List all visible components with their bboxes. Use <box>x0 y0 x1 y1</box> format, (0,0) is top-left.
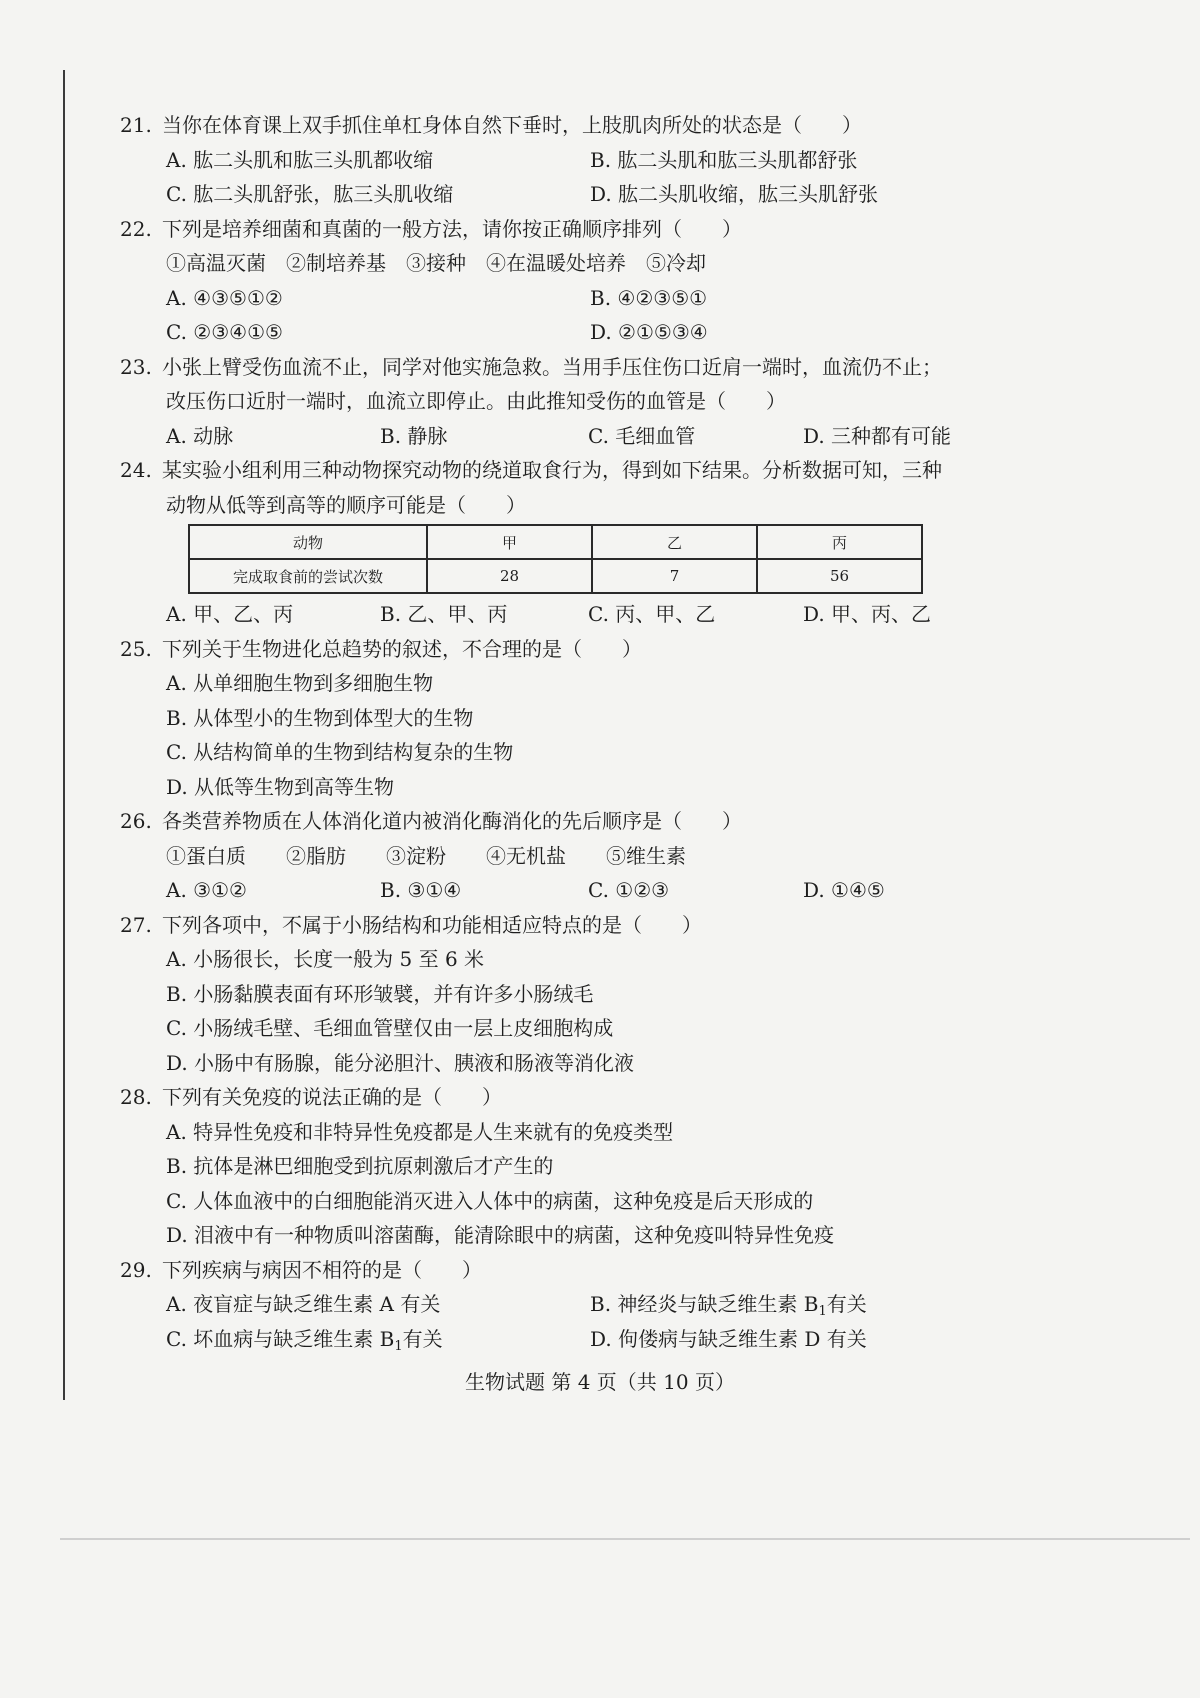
option-d: D. 甲、丙、乙 <box>803 602 932 626</box>
table-cell: 丙 <box>757 525 922 559</box>
option-b: B. 乙、甲、丙 <box>380 602 508 626</box>
option-c: C. 丙、甲、乙 <box>588 602 716 626</box>
question-22 <box>120 212 1120 247</box>
option-a: A. 夜盲症与缺乏维生素 A 有关 <box>166 1292 441 1316</box>
table-cell: 完成取食前的尝试次数 <box>189 559 427 593</box>
question-number: 22. <box>120 216 152 241</box>
options-row <box>120 143 1120 178</box>
option-a: A. 小肠很长，长度一般为 5 至 6 米 <box>166 947 485 971</box>
question-stem: 下列疾病与病因不相符的是（ ） <box>162 1257 482 1282</box>
question-28 <box>120 1080 1120 1115</box>
option-d: D. ②①⑤③④ <box>590 320 708 344</box>
options-row <box>120 873 1120 908</box>
option-d: D. 佝偻病与缺乏维生素 D 有关 <box>590 1326 867 1351</box>
option-d: D. 从低等生物到高等生物 <box>166 774 395 799</box>
table-cell: 动物 <box>189 525 427 559</box>
question-number: 28. <box>120 1085 152 1109</box>
question-27 <box>120 908 1120 943</box>
question-stem: 下列各项中，不属于小肠结构和功能相适应特点的是（ ） <box>162 912 702 937</box>
option-b: B. 从体型小的生物到体型大的生物 <box>166 705 474 730</box>
option-a: A. 特异性免疫和非特异性免疫都是人生来就有的免疫类型 <box>166 1119 674 1144</box>
options-row <box>120 1322 1120 1357</box>
option-d: D. 三种都有可能 <box>803 423 952 448</box>
question-26 <box>120 804 1120 839</box>
exam-page <box>120 108 1120 1356</box>
option-a: A. ④③⑤①② <box>166 285 283 310</box>
option-b: B. ④②③⑤① <box>590 285 708 310</box>
option-b: B. ③①④ <box>380 878 462 902</box>
question-stem: 某实验小组利用三种动物探究动物的绕道取食行为，得到如下结果。分析数据可知，三种 <box>162 458 942 482</box>
option-b: B. 小肠黏膜表面有环形皱襞，并有许多小肠绒毛 <box>166 981 594 1006</box>
question-24 <box>120 453 1120 488</box>
question-stem: 下列是培养细菌和真菌的一般方法，请你按正确顺序排列（ ） <box>162 216 742 241</box>
question-stem: 下列有关免疫的说法正确的是（ ） <box>162 1085 502 1109</box>
option-d: D. 肱二头肌收缩，肱三头肌舒张 <box>590 182 879 206</box>
question-number: 23. <box>120 354 152 379</box>
subscript: 1 <box>394 1338 403 1354</box>
step-list: ①高温灭菌 ②制培养基 ③接种 ④在温暖处培养 ⑤冷却 <box>166 251 706 275</box>
question-stem: 下列关于生物进化总趋势的叙述，不合理的是（ ） <box>162 636 642 661</box>
option-d: D. 泪液中有一种物质叫溶菌酶，能清除眼中的病菌，这种免疫叫特异性免疫 <box>166 1223 835 1247</box>
question-number: 26. <box>120 809 152 833</box>
options-row <box>120 1287 1120 1322</box>
option-c: C. ①②③ <box>588 878 670 902</box>
subscript: 1 <box>818 1304 827 1319</box>
option-b-tail: 有关 <box>826 1292 867 1316</box>
table-cell: 甲 <box>427 525 592 559</box>
option-c: C. 毛细血管 <box>588 423 696 448</box>
question-stem-continued: 改压伤口近肘一端时，血流立即停止。由此推知受伤的血管是（ ） <box>166 389 786 413</box>
options-row <box>120 281 1120 316</box>
option-a: A. 动脉 <box>166 423 234 448</box>
options-row <box>120 597 1120 632</box>
option-c: C. 人体血液中的白细胞能消灭进入人体中的病菌，这种免疫是后天形成的 <box>166 1188 814 1213</box>
table-cell: 7 <box>592 559 757 593</box>
option-b: B. 抗体是淋巴细胞受到抗原刺激后才产生的 <box>166 1154 554 1178</box>
question-stem: 各类营养物质在人体消化道内被消化酶消化的先后顺序是（ ） <box>162 809 742 833</box>
option-b: B. 肱二头肌和肱三头肌都舒张 <box>590 147 858 172</box>
option-a: A. ③①② <box>166 878 247 902</box>
option-c-text: C. 坏血病与缺乏维生素 B <box>166 1326 395 1351</box>
data-table <box>188 524 923 594</box>
question-number: 24. <box>120 458 152 482</box>
options-row <box>120 315 1120 350</box>
question-29 <box>120 1253 1120 1288</box>
page-footer: 生物试题 第 4 页（共 10 页） <box>465 1370 735 1394</box>
question-number: 21. <box>120 113 152 137</box>
nutrient-list: ①蛋白质 ②脂肪 ③淀粉 ④无机盐 ⑤维生素 <box>166 843 686 868</box>
options-row <box>120 177 1120 212</box>
table-header-row <box>189 525 922 559</box>
table-cell: 乙 <box>592 525 757 559</box>
table-row <box>189 559 922 593</box>
bottom-divider <box>60 1538 1190 1540</box>
question-23 <box>120 350 1120 385</box>
option-a: A. 从单细胞生物到多细胞生物 <box>166 671 434 695</box>
option-c: C. 肱二头肌舒张，肱三头肌收缩 <box>166 182 454 206</box>
option-c: C. ②③④①⑤ <box>166 320 283 344</box>
option-b-text: B. 神经炎与缺乏维生素 B <box>590 1292 819 1316</box>
question-number: 27. <box>120 912 152 937</box>
option-c-tail: 有关 <box>402 1326 443 1351</box>
option-b: B. 静脉 <box>380 423 448 448</box>
question-number: 25. <box>120 636 152 661</box>
table-cell: 56 <box>757 559 922 593</box>
option-a: A. 甲、乙、丙 <box>166 602 294 626</box>
option-c: C. 小肠绒毛壁、毛细血管壁仅由一层上皮细胞构成 <box>166 1016 614 1040</box>
option-c <box>166 1326 443 1354</box>
table-cell: 28 <box>427 559 592 593</box>
option-a: A. 肱二头肌和肱三头肌都收缩 <box>166 147 434 172</box>
option-c: C. 从结构简单的生物到结构复杂的生物 <box>166 740 514 764</box>
option-d: D. 小肠中有肠腺，能分泌胆汁、胰液和肠液等消化液 <box>166 1050 635 1075</box>
question-stem: 小张上臂受伤血流不止，同学对他实施急救。当用手压住伤口近肩一端时，血流仍不止； <box>162 354 942 379</box>
option-d: D. ①④⑤ <box>803 878 885 902</box>
question-stem: 当你在体育课上双手抓住单杠身体自然下垂时，上肢肌肉所处的状态是（ ） <box>162 113 862 137</box>
question-25 <box>120 632 1120 667</box>
options-row <box>120 419 1120 454</box>
question-21 <box>120 108 1120 143</box>
question-number: 29. <box>120 1257 152 1282</box>
left-margin-line <box>63 70 65 1400</box>
question-stem-continued: 动物从低等到高等的顺序可能是（ ） <box>166 492 526 517</box>
